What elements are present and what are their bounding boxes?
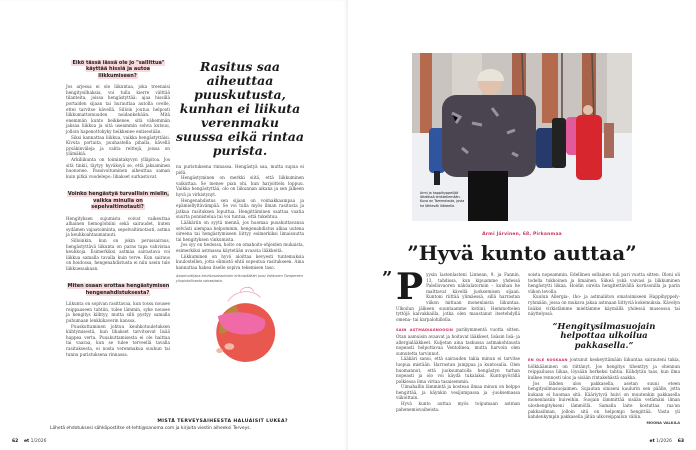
paragraph: Hyvä kunto auttaa myös toipumaan astman pahenemisvaiheista. <box>396 401 520 412</box>
drop-cap: P <box>396 266 424 308</box>
photo-caption: Armi ja happihyppelijät lähdössä lenkkeilemään. Kuva on Tammelasta, josta he lähtevät liikkeelle. <box>420 191 465 208</box>
pull-quote-right: ”Hengitysilmasuojain helpottaa ulkoilua pakkasella.” <box>552 321 656 351</box>
paragraph: Siksi kannattaa liikkua, vaikka hengästyttäisi. Kivuta portaita, puuhastella pihalla, kävellä pysäkinväleja ja valita reittejä, joissa on ylämäkiä. <box>66 134 170 157</box>
question-heading <box>66 60 170 79</box>
byline: Armi Järvinen, 68, Pirkanmaa <box>482 232 562 237</box>
paragraph: Lääkäriin on syytä mennä, jos huomaa puuskuttavansa selvästi aiempaa helpommin, hengenahdistus alkaa uutena oireena tai hengästymiseen liittyy esimerkiksi limaisuutta tai hengityksen vinkumista. <box>176 219 304 242</box>
paragraph: Hengityksen sujumista voivat vaikeuttaa alhainen hemoglobiini sekä sairaudet, kuten sydämen vajaatoiminta, sepelvaltimotauti, astma ja keuhkoahtaumatauti. <box>66 215 170 238</box>
question-heading <box>66 191 170 210</box>
issue-number: 1/2026 <box>656 439 672 444</box>
question-heading-text: Voinko hengästyä turvallisin mielin, vaikka minulla on sepelvaltimotauti? <box>67 191 170 211</box>
section-gap <box>66 271 170 283</box>
paragraph-text: parikymmentä vuotta sitten. Otan aamuisin avaavat ja hoitavat lääkkeet, lisäsin lisä- ja allergialääkkeet. Kuljetan aina taskussa astmakohtausta nopeasti helpottavaa Ventolinea, mutta harvoin olen sumutetta tarvinnut. <box>396 327 520 356</box>
issue-number: 1/2026 <box>30 439 47 444</box>
magazine-logo: et <box>24 439 30 444</box>
article-title: ”Hyvä kunto auttaa” <box>407 241 637 265</box>
lead-in: SAIN ASTMADIAGNOOSIN <box>396 328 454 333</box>
photo-credit-text: MOONA VALKILA <box>646 420 680 425</box>
paragraph: Lääkäri sanoi, että sairauden takia minun ei tarvitse luopua mistään. Harrastan jumppaa ja kuntosalia. Olen huomannut, että juoksumatolla hengästyn turhan nopeasti ja olo voi käydä tukalaksi. Kuntopyörällä polkiessa ilma virtaa tasaisemmin. <box>396 356 520 384</box>
section-gap <box>66 179 170 191</box>
paragraph-text: joutunut keskeyttämään liikuntaa sairauteni takia, hölkkääminen on riittänyt. Jos hengitys tihenttyy ja ohennun reippailussa liikaa, löysään herkeksi tahtia. Kiihdytän taas, kun ilma kulkee rennosti ulos ja sisään rintakehästä saakka. <box>528 357 680 381</box>
middle-column <box>176 164 304 270</box>
qa-column <box>66 60 170 357</box>
pull-quote: Rasitus saa aiheuttaa puuskutusta, kunhan ei liikuta verenmaku suussa eikä rintaa purista. <box>176 59 304 158</box>
quote-mark-icon: ” <box>382 268 393 289</box>
paragraph: nu puristuksena rinnassa. Hengästyä saa, mutta supua ei pidä. <box>176 164 304 175</box>
paragraph: Uimahallin lämmintä ja kosteaa ilmaa minun on helppo hengittää, ja käynkin vesijumpassa ja -juoksemassa viikoittain. <box>396 384 520 401</box>
question-heading <box>66 283 170 296</box>
page-footer-right <box>650 439 684 444</box>
lead-in: EN OLE KOSKAAN <box>528 358 568 363</box>
article-column-1 <box>396 266 520 412</box>
paragraph: Jos lähden ulos pakkasella, asetan suuni eteen hengitysilmasuojaimen. Sujautan siniseni kaulurin sen päälle, jotta kukaan ei huomaa sitä. Kääriytyvä huivi on muutenkin pakkasella monenlaisiin huiveihin. Suojain lämmittää sisään vetämäni ilman uloshengitykseni lämmöllä. Samalla laite kostuttaa raa'an pakkasilman, jolloin sitä on helpompi hengittää. Vasta yli kahdenkympin pakkasella jätän ulkoreippailun väliin. <box>528 380 680 420</box>
group-photo <box>412 53 632 221</box>
paragraph: Liikunta on sopivan rasittavaa, kun tossu nousee reippaaseen tahtiin, tulee lämmin, syke nousee ja hengitys kiihtyy, mutta silti pystyy samalla puhumaan lenkkikaverin kanssa. <box>66 301 170 324</box>
paragraph: Puuskuttaminen johtuu keuhkotuuletuksen kiihtymisestä, kun lihakset tarvitsevat lisää happea verta. Puuskuttamisesta ei ole haittaa tai vaaraa, kun se tulee terveellä tavalla rasituksesta, ei nosta verenmakua suuhun tai tunnu puristuksena rinnassa. <box>66 323 170 357</box>
page-footer-left <box>12 439 46 444</box>
page-number: 62 <box>12 439 19 444</box>
paragraph: Hengenahdistus sen sijaan on voimakkaampaa ja epämiellyttävämpää. Se voi tulla myös ilman rasitusta ja jatkua rasituksen loputtua. Hengittäminen saattaa vaatia suurta ponnistelua tai voi tuntua, että tukehtuu. <box>176 197 304 220</box>
paragraph: soista nopeammin. Edellinen sellainen tuli pari vuotta sitten. Oloni oli todella tukkoinen ja limainen. Siikeä yskä vaivasi ja liikkuminen hengästytti liikaa. Hoidin oireita hengitettävällä kortisonilla ja parin viikon levolla. <box>528 272 680 294</box>
middle-flow <box>176 60 304 363</box>
page-number: 63 <box>677 439 684 444</box>
question-heading-text: Miten osaan erottaa hengästymisen hengenahdistuksesta? <box>67 283 170 296</box>
paragraph: Kuulun Allergia-, Iho- ja astmaliiton omatoimiseen Happihyppely-ryhmään, jossa on mukava jakaa astmaan liittyviä kokemuksia. Kävelyn lisäksi virkistämme mieltämme käymällä yhdessä museossa tai näyttelyssä. <box>528 294 680 317</box>
paragraph: yysin lastenlasteni Linnean, 9, ja Fannin, 13, tahdissa, kun kipuamme yhdessä Palelluvaoren näköalatorniin – kunhan he malttavat kävellä juoksemisen sijaan. Kuntoni riittää ylimäessä, sillä harrastan viikon mittaan monenlaista liikuntaa. Ulkoilun jälkeen suuntaamme kotiini. Hemmottelen tyttöjä kaivakkailla, jotka olen maustanut itsetehdyllä omena- tai karpalohillolla. <box>396 272 520 322</box>
paragraph: Arkiliikunta on toimintakyvyn ylläpitoa. Jos sitä tinkii, täytyy hyväksyä se, että jaksaminen huononee. Passivoituminen aiheuttaa saman kuin pitkä vuodelepo: lihakset surkastuvat. <box>66 156 170 179</box>
photo-credit <box>528 420 680 427</box>
footer-text: Lähetä ehdotuksesi sähköpostitse et-lehti@sanoma.com ja kirjoita viestin aiheeksi Terveys. <box>50 426 251 431</box>
paragraph <box>528 357 680 380</box>
paragraph <box>396 327 520 356</box>
paragraph: Jos syy on tiedossa, hoito on omahoito-ohjeiden mukaista, esimerkiksi astmassa käytetään avaavia lääkkeitä. <box>176 242 304 253</box>
right-page <box>348 0 696 450</box>
magazine-logo: et <box>649 439 655 444</box>
question-heading-text: Eikö tässä iässä ole jo "sallittua" käyttää hissiä ja autoa liikkumiseen? <box>72 60 165 79</box>
paragraph: Liikkuminen on hyvä aloittaa kevyesti tuntemuksia kuulostellen, jotta elimistö ehtii sopeutua rasitukseen. Aina kannattaa hakea itselle sopiva tekemisen taso. <box>176 253 304 270</box>
lungs-illustration <box>195 285 285 363</box>
expert-note: Asiantuntijana keuhkosairauksien erikoislääkäri Jussi Vahtonen Tampereen yliopistollisesta sairaalasta. <box>176 274 303 283</box>
paragraph: Silloinkin, kun on jokin perussairaus, hengästyttävä liikunta on paras tapa vahvistaa keuhkoja. Esimerkiksi astmaa sairastava voi liikkua samalla tavalla kuin terve. Kun sairaus on hoidossa, hengenahdistusta ei niin usein tule liikkuessakaan. <box>66 237 170 271</box>
article-column-2 <box>528 272 680 426</box>
paragraph: Jos arjessa ei ole liikuntaa, joka treenaisi hengitysilhaksia, voi tulla kierre välttää tilanteita, joissa hengästyttää: ajaa hissillä portaiden sijaan tai hurauttaa autolla ovelle, ettei tarvitse kävellä. Silloin joutuu helposti liikkumattomuuden noidankehään. Mitä enemmän kunto heikkenee, sitä vähemmän jaksaa liikkua ja sitä useammin sohva kutsuu, jolloin hapenottokyky heikkenee entisestään. <box>66 84 170 134</box>
paragraph: Hengästyminen on merkki siitä, että liikkuminen vaikuttaa. Se menee pian ohi, kun harjoittelu loppuu. Vaikka hengästyttää, olo on liikunnan aikana ja sen jälkeen hyvä ja virkistynyt. <box>176 175 304 197</box>
footer-heading: MISTÄ TERVEYSAIHEESTA HALUAISIT LUKEA? <box>157 419 288 424</box>
